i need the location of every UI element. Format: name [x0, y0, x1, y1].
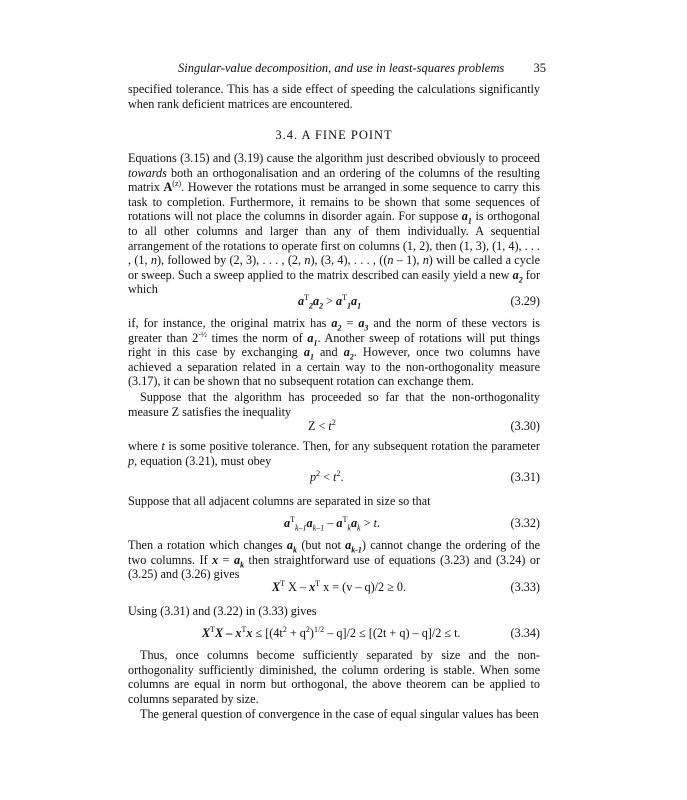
running-header: [178, 61, 546, 76]
section-heading: 3.4. A FINE POINT: [275, 128, 393, 142]
equation-3-34: [128, 626, 540, 644]
equation-3-29-label: (3.29): [510, 294, 540, 308]
paragraph-3: Suppose that the algorithm has proceeded so far that the non-orthogonality measure Z satisfies the inequality: [128, 390, 540, 419]
equation-3-29: [128, 294, 540, 312]
paragraph-6: Then a rotation which changes $a_k$ (but not $a_{k-1}$) cannot change the ordering of the two columns. If $x = a_k$ then straightforward use of equations (3.23) and (3.24) or (3.25) and (3.26) gives: [128, 538, 540, 582]
equation-3-32: [128, 516, 540, 534]
equation-3-31-label: (3.31): [510, 470, 540, 484]
equation-3-32-label: (3.32): [510, 516, 540, 530]
running-title: Singular-value decomposition, and use in least-squares problems: [178, 61, 505, 75]
equation-3-32-body: $a^T_{k-1}a_{k-1} - a^T_ka_k > t$.: [284, 514, 380, 533]
equation-3-33-body: $X^T$ X – $x^T$ x = (v – q)/2 ≥ 0.: [272, 578, 407, 594]
page-number: 35: [533, 61, 546, 75]
equation-3-33-label: (3.33): [510, 580, 540, 594]
paragraph-7: Using (3.31) and (3.22) in (3.33) gives: [128, 604, 317, 618]
equation-3-31: [128, 470, 540, 488]
paragraph-4: where t is some positive tolerance. Then, for any subsequent rotation the parameter p, equation (3.21), must obey: [128, 439, 540, 468]
equation-3-34-body: $X^TX - x^Tx \le [(4t^2 + q^2)^{1/2} - q]/2 \le [(2t + q) - q]/2 \le t$.: [202, 624, 461, 640]
paragraph-8: Thus, once columns become sufficiently separated by size and the non-orthogonality sufficiently diminished, the column ordering is stable. When some columns are equal in norm but orthogonal, the above theorem can be applied to columns separated by size.: [128, 648, 540, 706]
equation-3-30-label: (3.30): [510, 419, 540, 433]
paragraph-0: specified tolerance. This has a side effect of speeding the calculations significantly when rank deficient matrices are encountered.: [128, 82, 540, 111]
equation-3-30-body: $Z < t^2$: [308, 417, 336, 433]
paragraph-2: if, for instance, the original matrix has $a_2 = a_3$ and the norm of these vectors is greater than $2^{-\frac{1}{2}}$ times the norm of $a_1$. Another sweep of rotations will put things right in this case by exchanging $a_1$ and $a_2$. However, once two columns have achieved a separation related in a certain way to the non-orthogonality measure (3.17), it can be shown that no subsequent rotation can exchange them.: [128, 316, 541, 389]
paragraph-9: The general question of convergence in the case of equal singular values has been: [140, 707, 539, 721]
equation-3-31-body: $p^2 < t^2$.: [310, 468, 344, 484]
paragraph-1: Equations (3.15) and (3.19) cause the algorithm just described obviously to proceed towards both an orthogonalisation and an ordering of the columns of the resulting matrix $A^{(z)}$. However the rotations must be arranged in some sequence to carry this task to completion. Furthermore, it remains to be shown that some sequences of rotations will not place the columns in disorder again. For suppose $a_1$ is orthogonal to all other columns and larger than any of them individually. A sequential arrangement of the rotations to operate first on columns (1, 2), then (1, 3), (1, 4), . . . , (1, n), followed by (2, 3), . . . , (2, n), (3, 4), . . . , ((n – 1), n) will be called a cycle or sweep. Such a sweep applied to the matrix described can easily yield a new $a_2$ for which: [128, 151, 541, 297]
equation-3-33: [128, 580, 540, 598]
paragraph-5: Suppose that all adjacent columns are separated in size so that: [128, 494, 431, 508]
equation-3-29-body: $a^T_2a_2 > a^T_1a_1$: [298, 292, 362, 311]
equation-3-34-label: (3.34): [510, 626, 540, 640]
equation-3-30: [128, 419, 540, 437]
